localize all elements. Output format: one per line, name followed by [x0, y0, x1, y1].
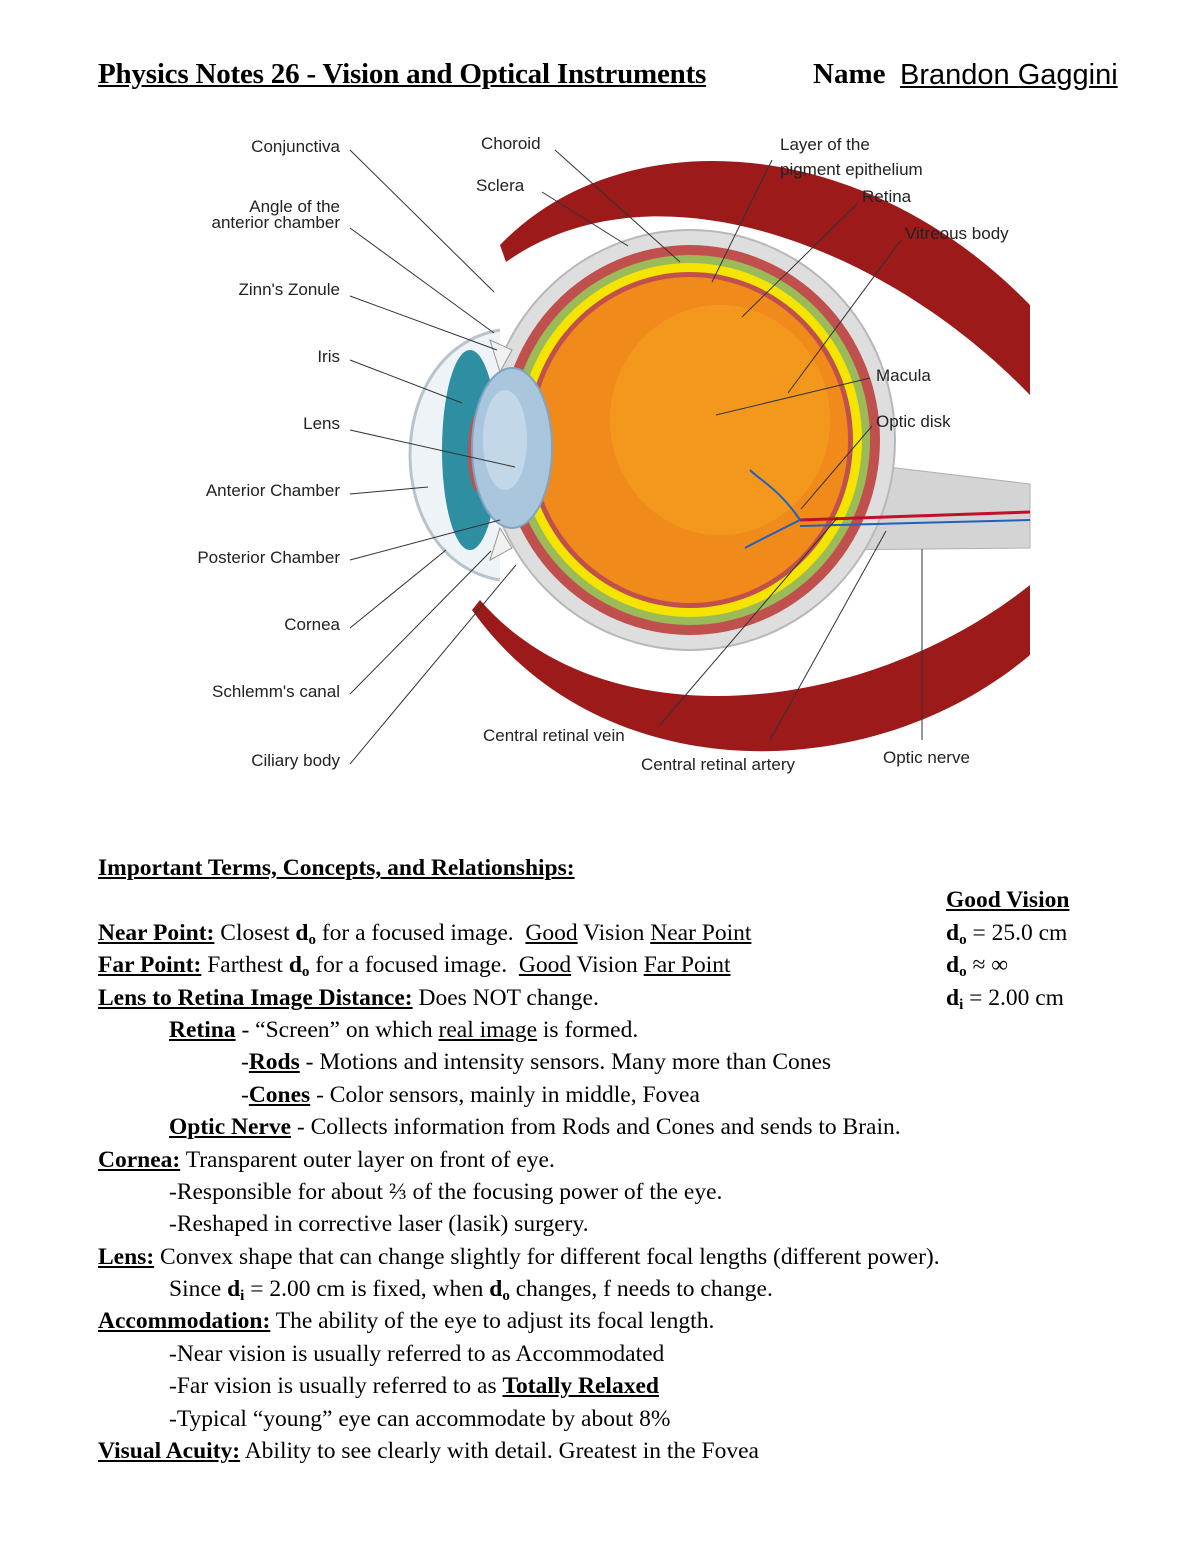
name-label: Name [813, 58, 886, 90]
term-optic-nerve: Optic Nerve [169, 1114, 292, 1141]
label-pigment-2: pigment epithelium [780, 160, 923, 179]
label-cornea: Cornea [284, 615, 340, 634]
near-point-line: Near Point: Closest $d_o$ for a focused image. Good Vision Near Point $d_o = 25.0$ cm [98, 917, 1178, 949]
term-near-point: Near Point: [98, 919, 215, 946]
label-conjunctiva: Conjunctiva [251, 137, 340, 156]
accommodation-sub3: -Typical “young” eye can accommodate by about 8% [169, 1405, 671, 1432]
good-vision-header-line [98, 884, 1178, 916]
term-cornea: Cornea: [98, 1146, 181, 1173]
notes-heading: Important Terms, Concepts, and Relationships: [98, 855, 575, 881]
rods-line: -Rods - Motions and intensity sensors. Many more than Cones [241, 1049, 832, 1076]
optic-nerve-line: Optic Nerve - Collects information from Rods and Cones and sends to Brain. [169, 1114, 901, 1141]
label-central-retinal-vein: Central retinal vein [483, 726, 625, 745]
visual-acuity-line: Visual Acuity: Ability to see clearly with detail. Greatest in the Fovea [98, 1438, 759, 1465]
label-lens: Lens [303, 414, 340, 433]
label-macula: Macula [876, 366, 931, 385]
retina-line: Retina - “Screen” on which real image is formed. [169, 1016, 639, 1043]
lens-line: Lens: Convex shape that can change slightly for different focal lengths (different power). [98, 1243, 940, 1270]
label-vitreous-body: Vitreous body [905, 224, 1009, 243]
cones-line: -Cones - Color sensors, mainly in middle, Fovea [241, 1081, 700, 1108]
label-iris: Iris [317, 347, 340, 366]
label-zinns-zonule: Zinn's Zonule [238, 280, 340, 299]
label-sclera: Sclera [476, 176, 525, 195]
label-retina: Retina [862, 187, 912, 206]
page-header [98, 58, 1158, 98]
page-title: Physics Notes 26 - Vision and Optical Instruments [98, 58, 707, 90]
eye-anatomy-diagram [0, 120, 1200, 800]
eye-drawing [410, 161, 1030, 751]
label-posterior-chamber: Posterior Chamber [197, 548, 340, 567]
cornea-line: Cornea: Transparent outer layer on front of eye. [98, 1146, 555, 1173]
label-optic-nerve: Optic nerve [883, 748, 970, 767]
term-far-point: Far Point: [98, 952, 202, 979]
label-schlemms-canal: Schlemm's canal [212, 682, 340, 701]
accommodation-line: Accommodation: The ability of the eye to adjust its focal length. [98, 1308, 715, 1335]
accommodation-sub2: -Far vision is usually referred to as Totally Relaxed [169, 1373, 659, 1400]
far-point-value: $d_o$ ≈ ∞ [946, 952, 1008, 981]
term-visual-acuity: Visual Acuity: [98, 1438, 241, 1465]
notes-section [98, 852, 1178, 1467]
student-name[interactable]: Brandon Gaggini [900, 59, 1118, 91]
label-angle-anterior-1: Angle of the [249, 197, 340, 216]
label-central-retinal-artery: Central retinal artery [641, 755, 796, 774]
label-anterior-chamber: Anterior Chamber [205, 481, 340, 500]
near-point-value: $d_o = 25.0$ cm [946, 919, 1068, 948]
label-pigment-1: Layer of the [780, 135, 870, 154]
term-lens: Lens: [98, 1243, 155, 1270]
term-lens-retina: Lens to Retina Image Distance: [98, 984, 413, 1011]
image-distance-value: $d_i = 2.00$ cm [946, 984, 1064, 1013]
label-choroid: Choroid [481, 134, 541, 153]
vitreous-glow [610, 305, 830, 535]
cornea-sub1: -Responsible for about ⅔ of the focusing power of the eye. [169, 1178, 723, 1205]
term-rods: Rods [248, 1049, 300, 1076]
term-accommodation: Accommodation: [98, 1308, 271, 1335]
label-optic-disk: Optic disk [876, 412, 951, 431]
good-vision-header: Good Vision [946, 887, 1070, 914]
lens-retina-line: Lens to Retina Image Distance: Does NOT change. $d_i = 2.00$ cm [98, 982, 1178, 1014]
label-angle-anterior-2: anterior chamber [211, 213, 340, 232]
term-cones: Cones [248, 1081, 311, 1108]
label-ciliary-body: Ciliary body [251, 751, 340, 770]
accommodation-sub1: -Near vision is usually referred to as Accommodated [169, 1340, 665, 1367]
cornea-sub2: -Reshaped in corrective laser (lasik) surgery. [169, 1211, 589, 1238]
notes-heading-line [98, 852, 1178, 884]
term-retina: Retina [169, 1016, 236, 1043]
lens-since-line: Since $d_i = 2.00$ cm is fixed, when $d_o$ changes, f needs to change. [169, 1276, 773, 1305]
far-point-line: Far Point: Farthest $d_o$ for a focused image. Good Vision Far Point $d_o$ ≈ ∞ [98, 949, 1178, 981]
